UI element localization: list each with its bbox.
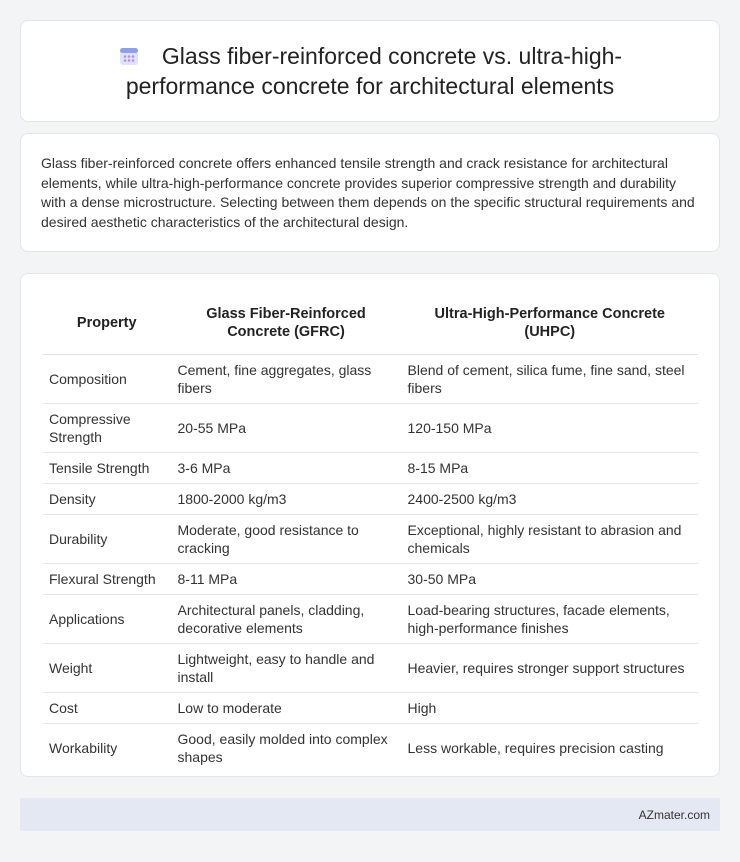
uhpc-cell: Exceptional, highly resistant to abrasion and chemicals	[401, 514, 698, 563]
gfrc-cell: Architectural panels, cladding, decorative elements	[171, 594, 401, 643]
property-cell: Composition	[43, 354, 171, 403]
uhpc-cell: Heavier, requires stronger support structures	[401, 643, 698, 692]
table-row	[43, 643, 698, 692]
uhpc-cell: Blend of cement, silica fume, fine sand, steel fibers	[401, 354, 698, 403]
gfrc-cell: Cement, fine aggregates, glass fibers	[171, 354, 401, 403]
uhpc-cell: High	[401, 692, 698, 723]
footer	[20, 798, 720, 831]
gfrc-cell: Good, easily molded into complex shapes	[171, 723, 401, 772]
uhpc-cell: 8-15 MPa	[401, 452, 698, 483]
table-row	[43, 483, 698, 514]
gfrc-cell: Low to moderate	[171, 692, 401, 723]
comparison-table	[43, 292, 698, 772]
table-row	[43, 354, 698, 403]
gfrc-cell: 8-11 MPa	[171, 563, 401, 594]
table-header-row	[43, 292, 698, 354]
table-row	[43, 563, 698, 594]
property-cell: Durability	[43, 514, 171, 563]
property-cell: Compressive Strength	[43, 403, 171, 452]
title-card	[20, 20, 720, 122]
header-gfrc: Glass Fiber-Reinforced Concrete (GFRC)	[171, 292, 401, 354]
table-row	[43, 514, 698, 563]
uhpc-cell: 30-50 MPa	[401, 563, 698, 594]
gfrc-cell: 1800-2000 kg/m3	[171, 483, 401, 514]
gfrc-cell: Moderate, good resistance to cracking	[171, 514, 401, 563]
property-cell: Tensile Strength	[43, 452, 171, 483]
title-wrap	[70, 41, 670, 101]
page-title	[70, 41, 670, 101]
intro-card	[20, 133, 720, 252]
uhpc-cell: 2400-2500 kg/m3	[401, 483, 698, 514]
uhpc-cell: 120-150 MPa	[401, 403, 698, 452]
uhpc-cell: Less workable, requires precision casting	[401, 723, 698, 772]
table-row	[43, 692, 698, 723]
header-property: Property	[43, 292, 171, 354]
property-cell: Weight	[43, 643, 171, 692]
table-row	[43, 594, 698, 643]
property-cell: Density	[43, 483, 171, 514]
gfrc-cell: 3-6 MPa	[171, 452, 401, 483]
footer-brand: AZmater.com	[638, 807, 710, 822]
calendar-icon	[118, 45, 140, 67]
table-row	[43, 723, 698, 772]
property-cell: Applications	[43, 594, 171, 643]
intro-text: Glass fiber-reinforced concrete offers enhanced tensile strength and crack resistance for architectural elements, while ultra-high-performance concrete provides superior compressive strength and durability with a dense microstructure. Selecting between them depends on the specific structural requirements and desired aesthetic characteristics of the architectural design.	[41, 155, 695, 230]
table-body	[43, 354, 698, 772]
page-title-text: Glass fiber-reinforced concrete vs. ultra-high-performance concrete for architectural elements	[125, 43, 623, 99]
header-uhpc: Ultra-High-Performance Concrete (UHPC)	[401, 292, 698, 354]
property-cell: Cost	[43, 692, 171, 723]
property-cell: Flexural Strength	[43, 563, 171, 594]
gfrc-cell: Lightweight, easy to handle and install	[171, 643, 401, 692]
table-row	[43, 452, 698, 483]
property-cell: Workability	[49, 739, 118, 756]
table-card	[20, 273, 720, 777]
gfrc-cell: 20-55 MPa	[171, 403, 401, 452]
uhpc-cell: Load-bearing structures, facade elements, high-performance finishes	[401, 594, 698, 643]
table-row	[43, 403, 698, 452]
